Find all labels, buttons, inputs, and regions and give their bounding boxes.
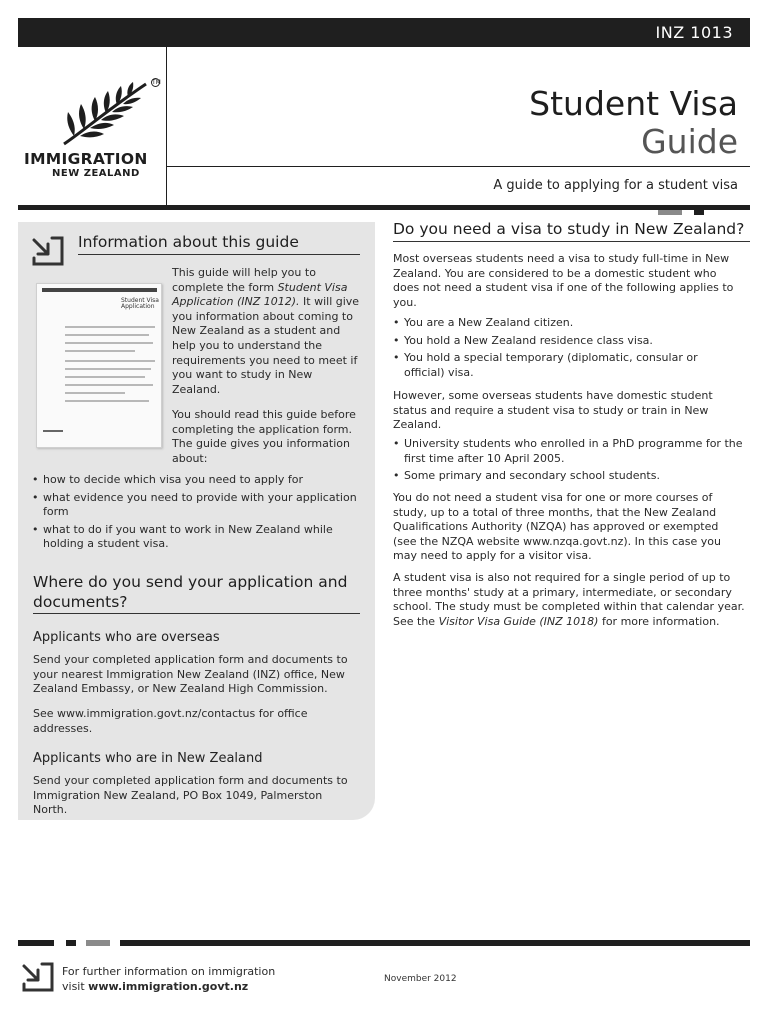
accent-block bbox=[658, 210, 682, 215]
list-item: • You are a New Zealand citizen. bbox=[393, 316, 738, 331]
inz-logo bbox=[22, 78, 162, 188]
send-section-heading: Where do you send your application and documents? bbox=[33, 573, 348, 611]
heading-rule bbox=[78, 254, 360, 255]
list-item: • how to decide which visa you need to apply for bbox=[32, 473, 358, 488]
arrow-icon bbox=[28, 234, 68, 270]
header-bottom-bar bbox=[18, 205, 750, 210]
exception-bullet-list bbox=[393, 437, 743, 487]
heading-rule bbox=[393, 241, 750, 242]
info-bullet-list bbox=[32, 473, 358, 555]
document-subtitle: Guide bbox=[641, 122, 738, 161]
domestic-bullet-list bbox=[393, 316, 738, 383]
list-item: • University students who enrolled in a PhD programme for the first time after 10 April 2005. bbox=[393, 437, 743, 466]
heading-rule bbox=[33, 613, 360, 614]
thumbnail-title: Student Visa Application bbox=[121, 297, 159, 310]
trademark-symbol: TM bbox=[152, 79, 161, 86]
list-item: • Some primary and secondary school students. bbox=[393, 469, 743, 484]
application-form-thumbnail bbox=[36, 283, 162, 448]
logo-text-new-zealand: NEW ZEALAND bbox=[52, 168, 140, 179]
footer-bar-segment bbox=[18, 940, 54, 946]
header-divider-vertical bbox=[166, 47, 167, 205]
info-paragraph-1: This guide will help you to complete the form Student Visa Application (INZ 1012). It will give you information about coming to New Zealand as a student and help you to understand the requirements you need to meet if you want to study in New Zealand. bbox=[172, 266, 360, 396]
visitor-visa-guide-ref: Visitor Visa Guide (INZ 1018) bbox=[438, 614, 599, 628]
document-title: Student Visa bbox=[529, 84, 738, 123]
accent-block bbox=[694, 210, 704, 215]
list-item: • You hold a New Zealand residence class visa. bbox=[393, 334, 738, 349]
footer-bar-segment bbox=[86, 940, 110, 946]
arrow-icon bbox=[18, 960, 58, 996]
visa-section-heading: Do you need a visa to study in New Zealand? bbox=[393, 220, 745, 238]
silver-fern-icon bbox=[60, 78, 152, 146]
header-bar bbox=[18, 18, 750, 47]
form-code: INZ 1013 bbox=[655, 23, 733, 42]
publication-date: November 2012 bbox=[384, 974, 457, 984]
list-item: • You hold a special temporary (diplomatic, consular or official) visa. bbox=[393, 351, 738, 380]
header-divider-horizontal bbox=[167, 166, 750, 167]
list-item: • what evidence you need to provide with your application form bbox=[32, 491, 358, 520]
form-name: Student Visa Application (INZ 1012). bbox=[172, 280, 348, 309]
overseas-heading: Applicants who are overseas bbox=[33, 630, 220, 645]
footer-bar-segment bbox=[66, 940, 76, 946]
list-item: • what to do if you want to work in New Zealand while holding a student visa. bbox=[32, 523, 358, 552]
overseas-text: Send your completed application form and documents to your nearest Immigration New Zealand (INZ) office, New Zealand Embassy, or New Zealand High Commission. bbox=[33, 653, 348, 696]
nz-text: Send your completed application form and documents to Immigration New Zealand, PO Box 1049, Palmerston North. bbox=[33, 774, 348, 817]
nz-heading: Applicants who are in New Zealand bbox=[33, 751, 263, 766]
footer-info: For further information on immigration visit www.immigration.govt.nz bbox=[62, 965, 276, 993]
footer-bar bbox=[120, 940, 750, 946]
logo-text-immigration: IMMIGRATION bbox=[24, 150, 148, 168]
visa-paragraph-3: You do not need a student visa for one or more courses of study, up to a total of three months, that the New Zealand Qualifications Authority (NZQA) has approved or exempted (see the NZQA website www.nzqa.govt.nz). In this case you may need to apply for a visitor visa. bbox=[393, 491, 721, 563]
thumbnail-code bbox=[43, 288, 59, 304]
website-link[interactable]: www.immigration.govt.nz bbox=[88, 979, 249, 993]
contact-text: See www.immigration.govt.nz/contactus for office addresses. bbox=[33, 707, 308, 735]
visa-intro: Most overseas students need a visa to study full-time in New Zealand. You are considered to be a domestic student who does not need a student visa if one of the following applies to you. bbox=[393, 252, 734, 309]
info-section-heading: Information about this guide bbox=[78, 233, 299, 251]
document-tagline: A guide to applying for a student visa bbox=[493, 178, 738, 193]
info-paragraph-2: You should read this guide before completing the application form. The guide gives you information about: bbox=[172, 408, 356, 465]
visa-paragraph-4: A student visa is also not required for a single period of up to three months' study at a primary, intermediate, or secondary school. The study must be completed within that calendar year. See the Visitor Visa Guide (INZ 1018) for more information. bbox=[393, 571, 745, 628]
visa-paragraph-2: However, some overseas students have domestic student status and require a student visa to study or train in New Zealand. bbox=[393, 389, 713, 432]
